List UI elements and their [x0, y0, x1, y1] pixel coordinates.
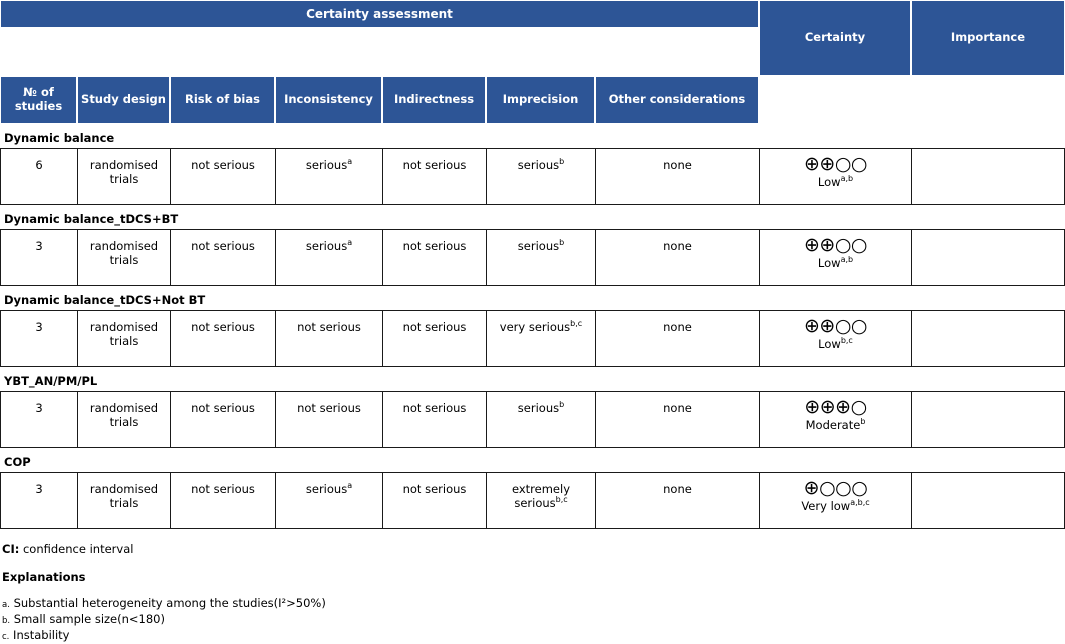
cell-text: not serious	[402, 320, 467, 334]
explanation-marker: a.	[2, 600, 10, 610]
explanation-text: Small sample size(n<180)	[10, 612, 165, 626]
cell-certainty	[759, 392, 911, 447]
cell-other-considerations	[595, 230, 759, 285]
cell-no-of-studies	[0, 473, 77, 528]
cell-text: serious	[517, 401, 560, 415]
cell-certainty	[759, 149, 911, 204]
cell-footnote-marker: b	[559, 238, 565, 248]
header-col-inconsistency: Inconsistency	[275, 76, 382, 124]
section-title: COP	[4, 455, 31, 469]
certainty-circles-icon: ⊕○○○	[803, 477, 868, 499]
cell-inconsistency	[275, 311, 382, 366]
cell-text: 3	[35, 320, 43, 334]
cell-text: 6	[35, 158, 43, 172]
cell-importance	[911, 392, 1065, 447]
certainty-footnote-marker: b	[860, 417, 866, 427]
section-title: Dynamic balance_tDCS+Not BT	[4, 293, 206, 307]
cell-inconsistency	[275, 230, 382, 285]
cell-text: 3	[35, 482, 43, 496]
certainty-label	[764, 337, 907, 351]
cell-indirectness	[382, 473, 486, 528]
cell-text: 3	[35, 239, 43, 253]
cell-risk-of-bias	[170, 311, 275, 366]
cell-text: randomised trials	[89, 320, 159, 349]
cell-text: serious	[517, 158, 560, 172]
cell-text: none	[663, 401, 692, 415]
explanation-text: Instability	[9, 628, 70, 642]
cell-risk-of-bias	[170, 473, 275, 528]
cell-text: not serious	[402, 401, 467, 415]
footnote-ci-text: confidence interval	[19, 542, 134, 556]
header-col-certainty: Certainty	[759, 0, 911, 76]
table-row	[0, 391, 1065, 448]
cell-text: serious	[305, 482, 348, 496]
certainty-label-text: Moderate	[805, 418, 861, 432]
cell-other-considerations	[595, 473, 759, 528]
cell-footnote-marker: a	[347, 238, 353, 248]
cell-no-of-studies	[0, 230, 77, 285]
cell-text: not serious	[297, 401, 361, 415]
cell-text: none	[663, 239, 692, 253]
cell-text: not serious	[402, 158, 467, 172]
header-col-imprecision: Imprecision	[486, 76, 595, 124]
certainty-circles-icon: ⊕⊕○○	[804, 234, 867, 256]
cell-text: not serious	[191, 239, 255, 253]
cell-footnote-marker: b	[559, 157, 565, 167]
certainty-label	[764, 175, 907, 189]
cell-text: 3	[35, 401, 43, 415]
header-col-importance: Importance	[911, 0, 1065, 76]
cell-text: very serious	[499, 320, 571, 334]
cell-footnote-marker: a	[347, 481, 353, 491]
header-col-study-design: Study design	[77, 76, 170, 124]
explanation-marker: c.	[2, 632, 10, 642]
cell-imprecision	[486, 311, 595, 366]
table-row	[0, 148, 1065, 205]
cell-study-design	[77, 392, 170, 447]
table-row	[0, 310, 1065, 367]
cell-risk-of-bias	[170, 149, 275, 204]
explanation-item	[2, 612, 1065, 628]
cell-importance	[911, 230, 1065, 285]
cell-footnote-marker: b,c	[570, 319, 583, 329]
explanation-item	[2, 628, 1065, 644]
cell-certainty	[759, 230, 911, 285]
cell-inconsistency	[275, 149, 382, 204]
certainty-label	[764, 418, 907, 432]
cell-text: randomised trials	[89, 482, 159, 511]
certainty-label	[764, 256, 907, 270]
certainty-circles-icon: ⊕⊕○○	[804, 153, 867, 175]
certainty-label-text: Low	[817, 175, 841, 189]
certainty-footnote-marker: b,c	[840, 336, 853, 346]
cell-certainty	[759, 473, 911, 528]
cell-no-of-studies	[0, 392, 77, 447]
footnote-ci	[2, 542, 1065, 556]
explanation-item	[2, 596, 1065, 612]
section-title: YBT_AN/PM/PL	[4, 374, 98, 388]
cell-text: none	[663, 158, 692, 172]
cell-other-considerations	[595, 392, 759, 447]
cell-footnote-marker: a	[347, 157, 353, 167]
table-body	[0, 124, 1065, 529]
cell-study-design	[77, 149, 170, 204]
header-col-no-of-studies: № of studies	[0, 76, 77, 124]
cell-study-design	[77, 311, 170, 366]
section-title: Dynamic balance_tDCS+BT	[4, 212, 179, 226]
cell-text: not serious	[191, 320, 255, 334]
cell-importance	[911, 149, 1065, 204]
certainty-label	[764, 499, 907, 513]
certainty-footnote-marker: a,b	[840, 174, 854, 184]
certainty-footnote-marker: a,b,c	[850, 498, 870, 508]
cell-text: none	[663, 482, 692, 496]
table-header	[0, 0, 1065, 124]
cell-study-design	[77, 473, 170, 528]
header-col-risk-of-bias: Risk of bias	[170, 76, 275, 124]
footnote-ci-abbrev: CI:	[2, 542, 20, 556]
cell-text: not serious	[402, 482, 467, 496]
certainty-circles-icon: ⊕⊕○○	[804, 315, 867, 337]
explanations-title: Explanations	[2, 570, 86, 584]
cell-text: not serious	[191, 401, 255, 415]
cell-risk-of-bias	[170, 392, 275, 447]
cell-no-of-studies	[0, 149, 77, 204]
cell-inconsistency	[275, 473, 382, 528]
cell-indirectness	[382, 149, 486, 204]
cell-text: randomised trials	[89, 158, 159, 187]
header-certainty-assessment-banner: Certainty assessment	[0, 0, 759, 28]
cell-footnote-marker: b,c	[555, 495, 568, 505]
cell-text: not serious	[402, 239, 467, 253]
cell-no-of-studies	[0, 311, 77, 366]
cell-text: not serious	[297, 320, 361, 334]
certainty-footnote-marker: a,b	[840, 255, 854, 265]
cell-imprecision	[486, 473, 595, 528]
cell-indirectness	[382, 230, 486, 285]
table-header-top-row	[0, 0, 1065, 76]
explanation-text: Substantial heterogeneity among the studies(I²>50%)	[9, 596, 326, 610]
cell-text: not serious	[191, 158, 255, 172]
cell-imprecision	[486, 149, 595, 204]
table-footer	[0, 529, 1065, 644]
header-col-other-considerations: Other considerations	[595, 76, 759, 124]
cell-imprecision	[486, 392, 595, 447]
cell-text: randomised trials	[89, 239, 159, 268]
cell-importance	[911, 473, 1065, 528]
cell-text: randomised trials	[89, 401, 159, 430]
explanations-list	[2, 596, 1065, 644]
certainty-label-text: Low	[818, 337, 841, 351]
cell-text: serious	[305, 239, 348, 253]
cell-study-design	[77, 230, 170, 285]
certainty-label-text: Low	[817, 256, 841, 270]
cell-imprecision	[486, 230, 595, 285]
cell-text: none	[663, 320, 692, 334]
cell-footnote-marker: b	[559, 400, 565, 410]
cell-other-considerations	[595, 149, 759, 204]
cell-indirectness	[382, 392, 486, 447]
table-row	[0, 472, 1065, 529]
cell-text: not serious	[191, 482, 255, 496]
cell-indirectness	[382, 311, 486, 366]
cell-text: serious	[517, 239, 560, 253]
table-row	[0, 229, 1065, 286]
cell-inconsistency	[275, 392, 382, 447]
cell-risk-of-bias	[170, 230, 275, 285]
cell-certainty	[759, 311, 911, 366]
cell-text: extremely serious	[511, 482, 571, 511]
table-header-sub-row	[0, 76, 1065, 124]
section-title: Dynamic balance	[4, 131, 115, 145]
cell-other-considerations	[595, 311, 759, 366]
explanation-marker: b.	[2, 616, 11, 626]
cell-importance	[911, 311, 1065, 366]
cell-text: serious	[305, 158, 348, 172]
header-col-indirectness: Indirectness	[382, 76, 486, 124]
certainty-circles-icon: ⊕⊕⊕○	[804, 396, 867, 418]
certainty-label-text: Very low	[801, 499, 851, 513]
